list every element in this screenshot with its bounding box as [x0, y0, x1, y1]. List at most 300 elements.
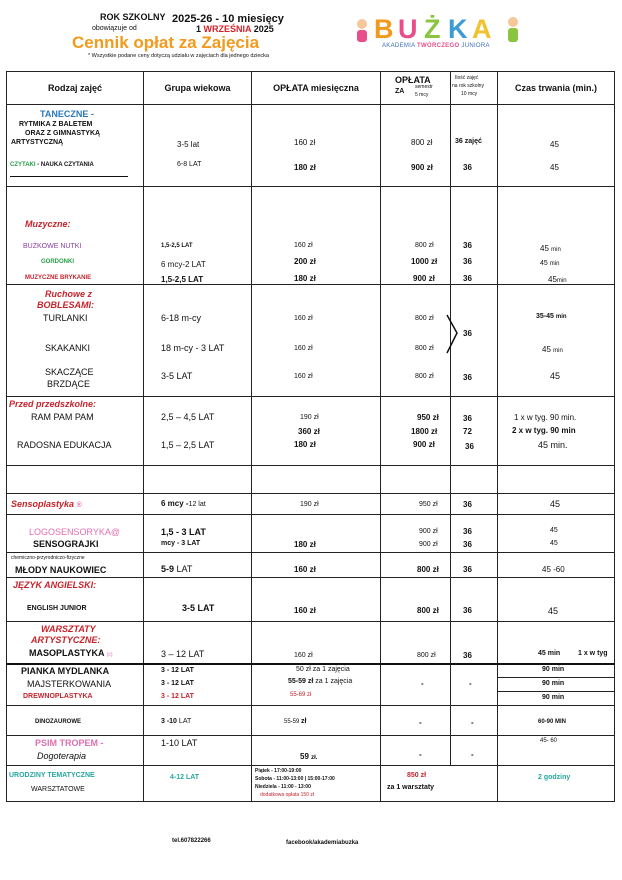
price-amount: 1000 [411, 257, 429, 266]
currency: zł [432, 413, 439, 422]
currency: zł [307, 315, 313, 322]
monthly-cell [252, 187, 381, 285]
child-figure-icon [352, 18, 372, 48]
opening-hours: Sobota - 11:00-13:00 | 15:00-17:00 [255, 776, 335, 782]
registered-mark: ® [76, 502, 82, 509]
empty-cell [252, 466, 381, 494]
activity-name [11, 499, 82, 509]
monthly-price [284, 718, 306, 725]
age-cell [144, 494, 252, 515]
currency: zł [432, 565, 439, 574]
valid-from-label: obowiązuje od [92, 25, 137, 32]
child-figure-icon [502, 16, 524, 50]
age-value: 3 - 12 LAT [161, 692, 194, 700]
duration-value [548, 275, 567, 284]
currency: zł [432, 528, 438, 535]
price-amount: 59 [300, 752, 309, 761]
currency: zł [431, 427, 438, 436]
category-reading [10, 162, 94, 168]
activity-name: TURLANKI [43, 313, 88, 323]
count-cell [451, 285, 498, 397]
duration-value [540, 244, 561, 253]
col-activity: Rodzaj zajęć [7, 72, 144, 105]
semester-cell [381, 515, 451, 553]
price-amount: 160 [294, 138, 308, 147]
activity-cell [7, 622, 144, 664]
currency: zł [309, 274, 316, 283]
count-value: 36 [463, 500, 472, 509]
price-amount: 900 [413, 440, 427, 449]
activity-cell [7, 578, 144, 622]
monthly-price [290, 692, 311, 698]
age-cell [144, 397, 252, 466]
price-note: za 1 zajęcia [312, 665, 350, 673]
activity-cell [7, 706, 144, 736]
table-row [7, 494, 615, 515]
table-row [7, 622, 615, 664]
currency: zł [428, 274, 435, 283]
col-count-a: Ilość zajęć [455, 75, 479, 81]
price-amount: 360 [298, 427, 312, 436]
col-count [451, 72, 498, 105]
age-value: 6-18 m-cy [161, 313, 202, 323]
count-cell [451, 187, 498, 285]
price-amount: 160 [294, 652, 306, 659]
logo-letter: A [472, 14, 492, 44]
currency: zł [307, 677, 314, 685]
semester-cell [381, 285, 451, 397]
count-value: 36 [463, 274, 472, 283]
col-monthly: OPŁATA miesięczna [252, 72, 381, 105]
empty-cell [498, 466, 615, 494]
activity-line: ORAZ Z GIMNASTYKĄ [25, 130, 101, 137]
age-value: 1,5-2,5 LAT [161, 275, 204, 284]
semester-price [415, 373, 434, 380]
duration-value: 45 [550, 540, 558, 547]
activity-cell [7, 285, 144, 397]
price-amount: 55-69 [290, 691, 306, 698]
category-preschool: Przed przedszkolne: [9, 399, 97, 409]
duration-value: 2 x w tyg. 90 min [512, 426, 576, 435]
age-value: 3 - 12 LAT [161, 666, 194, 674]
monthly-price [294, 606, 316, 615]
logo-letter: B [374, 14, 394, 44]
currency: zł [309, 540, 316, 549]
table-row [7, 515, 615, 553]
duration-cell [498, 664, 615, 706]
currency: zł [309, 138, 316, 147]
price-amount: 160 [294, 242, 306, 249]
age-cell [144, 766, 252, 802]
age-cell [144, 706, 252, 736]
price-note: * Wszystkie podane ceny dotyczą udziału w zajęciach dla jednego dziecka [88, 53, 269, 59]
table-row-empty [7, 466, 615, 494]
table-row [7, 285, 615, 397]
activity-cell [7, 664, 144, 706]
currency: zł [307, 652, 313, 659]
age-value: 6-8 LAT [177, 161, 202, 168]
age-value: 3-5 lat [177, 140, 200, 149]
semester-cell [381, 494, 451, 515]
age-value [161, 499, 206, 508]
activity-cell [7, 494, 144, 515]
monthly-price [294, 257, 316, 266]
monthly-price [294, 440, 316, 449]
currency: zł [428, 373, 434, 380]
price-amount: 200 [294, 257, 308, 266]
monthly-price [294, 345, 313, 352]
hours-cell [252, 766, 381, 802]
price-amount: 180 [294, 163, 308, 172]
logo-subtitle [382, 43, 490, 49]
copyright-mark: (c) [106, 652, 113, 658]
semester-price [417, 413, 439, 422]
semester-cell [381, 553, 451, 578]
currency: zł [309, 163, 316, 172]
currency: zł [428, 440, 435, 449]
duration-cell [498, 187, 615, 285]
currency: zł [426, 138, 433, 147]
table-row [7, 736, 615, 766]
age-value [161, 564, 192, 574]
table-row [7, 664, 615, 706]
semester-cell [381, 766, 498, 802]
age-value: 3 – 12 LAT [161, 649, 205, 659]
duration-frequency: 1 x w tyg [578, 650, 608, 657]
logo-subtitle-a: AKADEMIA [382, 43, 416, 49]
monthly-price [298, 427, 320, 436]
age-value [182, 603, 214, 613]
price-amount: 180 [294, 440, 308, 449]
semester-price [415, 242, 434, 249]
count-value: - [471, 718, 474, 727]
logo-letter: K [448, 14, 468, 44]
empty-cell [381, 466, 451, 494]
count-value: 36 [463, 257, 472, 266]
currency: zł [309, 257, 316, 266]
age-cell [144, 187, 252, 285]
activity-line: RYTMIKA Z BALETEM [19, 121, 93, 128]
col-age: Grupa wiekowa [144, 72, 252, 105]
duration-unit: min [555, 314, 567, 320]
age-value: 2,5 – 4,5 LAT [161, 412, 215, 422]
empty-cell [7, 466, 144, 494]
start-date-day: 1 [196, 24, 202, 34]
facebook-link[interactable]: facebook/akademiabuzka [286, 840, 359, 846]
count-cell [451, 664, 498, 706]
age-value [161, 527, 206, 537]
activity-cell [7, 736, 144, 766]
currency: zł [309, 606, 316, 615]
price-amount: 900 [411, 163, 425, 172]
currency: zł [426, 163, 433, 172]
col-semester-c: semestr [415, 84, 433, 90]
price-amount: 50 [296, 665, 304, 673]
semester-cell [381, 105, 451, 187]
age-cell [144, 553, 252, 578]
duration-value: 90 min [542, 693, 565, 701]
currency: zł [309, 440, 316, 449]
price-amount: 800 [415, 315, 427, 322]
activity-subtitle: chemiczno-przyrodniczo-fizyczne [11, 555, 85, 561]
semester-price [417, 565, 439, 574]
age-value-b: LAT [178, 718, 192, 725]
duration-value: 1 x w tyg. 90 min. [514, 413, 577, 422]
price-amount: 160 [294, 345, 306, 352]
activity-cell [7, 553, 144, 578]
price-amount: 800 [415, 345, 427, 352]
age-value [161, 718, 191, 725]
semester-cell [381, 706, 451, 736]
age-value-a: 5-9 [161, 564, 175, 574]
age-value: 1,5 – 2,5 LAT [161, 440, 215, 450]
duration-value: 45 [548, 606, 559, 616]
phone-number: tel.607822266 [172, 838, 211, 844]
age-value-a: mcy - 3 [161, 540, 186, 547]
age-value: 18 m-cy - 3 LAT [161, 343, 225, 353]
semester-cell [381, 397, 451, 466]
currency: zł [430, 652, 436, 659]
monthly-cell [252, 578, 381, 622]
monthly-cell [252, 285, 381, 397]
count-value: 72 [463, 427, 472, 436]
semester-price [413, 274, 435, 283]
age-cell [144, 736, 252, 766]
activity-cell [7, 397, 144, 466]
count-value: 36 [463, 606, 472, 615]
duration-value: 45 [550, 163, 559, 172]
semester-price [419, 501, 438, 508]
activity-name: MŁODY NAUKOWIEC [15, 565, 107, 575]
count-cell [451, 578, 498, 622]
activity-name: MUZYCZNE BRYKANIE [25, 275, 92, 281]
table-row [7, 397, 615, 466]
count-value: 36 [463, 651, 472, 660]
age-cell [144, 664, 252, 706]
currency: zł [431, 257, 438, 266]
duration-cell [498, 105, 615, 187]
category-dance: TANECZNE - [40, 109, 94, 119]
extra-fee-note: dodatkowa opłata 150 zł [260, 792, 314, 798]
age-value-b: LAT [197, 603, 215, 613]
price-amount: 55-59 [288, 677, 306, 685]
brace-icon [445, 313, 461, 357]
activity-name: LOGOSENSORYKA@ [29, 527, 120, 537]
duration-value: 45 min. [538, 440, 568, 450]
activity-name: RAM PAM PAM [31, 412, 94, 422]
count-cell [451, 397, 498, 466]
count-value: 36 [463, 163, 472, 172]
price-amount: 180 [294, 274, 308, 283]
activity-name: GORDONKI [41, 259, 74, 265]
category-art: WARSZTATY [41, 624, 96, 634]
monthly-price [300, 501, 319, 508]
opening-hours: Piątek - 17:00-19:00 [255, 768, 302, 774]
price-table [6, 71, 615, 802]
count-value: 36 [463, 540, 472, 549]
monthly-price [294, 565, 316, 574]
monthly-price [294, 373, 313, 380]
duration-value: 45 [550, 371, 561, 381]
price-amount: 800 [415, 242, 427, 249]
monthly-cell [252, 494, 381, 515]
divider [10, 176, 128, 177]
price-amount: 800 [417, 652, 429, 659]
monthly-cell [252, 397, 381, 466]
monthly-price [288, 678, 352, 685]
activity-name: DINOZAUROWE [35, 719, 81, 725]
activity-name: MAJSTERKOWANIA [27, 678, 112, 689]
col-count-c: 10 mcy [461, 91, 478, 97]
age-cell [144, 515, 252, 553]
activity-name: DREWNOPLASTYKA [23, 692, 93, 700]
price-amount: 55-59 [284, 719, 300, 725]
activity-name: PIANKA MYDLANKA [21, 665, 110, 676]
col-semester-b: ZA [395, 88, 405, 95]
currency: zł [307, 242, 313, 249]
duration-value: 60-90 MIN [538, 719, 567, 725]
table-row [7, 706, 615, 736]
age-cell [144, 105, 252, 187]
monthly-cell [252, 553, 381, 578]
semester-cell [381, 187, 451, 285]
price-amount: 160 [294, 315, 306, 322]
semester-price [415, 345, 434, 352]
activity-line: ARTYSTYCZNĄ [11, 139, 64, 146]
price-amount: 190 [300, 414, 312, 421]
duration-value [536, 313, 567, 320]
price-amount: 180 [294, 540, 308, 549]
col-semester [381, 72, 451, 105]
empty-cell [451, 466, 498, 494]
duration-amount: 45 [540, 260, 548, 267]
age-value-a: 6 mcy - [161, 499, 189, 508]
col-count-b: na rok szkolny [452, 83, 484, 89]
age-cell [144, 622, 252, 664]
buzka-logo [352, 14, 524, 54]
count-value: 36 [465, 442, 474, 451]
currency: zł [313, 501, 319, 508]
activity-name: BUŻKOWE NUTKI [23, 243, 82, 250]
age-value: 1,5-2,5 LAT [161, 243, 193, 249]
price-amount: 900 [419, 528, 431, 535]
semester-cell [381, 736, 451, 766]
count-cell [451, 706, 498, 736]
activity-name: SENSOGRAJKI [33, 539, 99, 549]
party-price [407, 772, 426, 779]
start-date-month: WRZEŚNIA [203, 24, 252, 34]
table-row [7, 553, 615, 578]
duration-amount: 35-45 [536, 313, 554, 320]
count-value: 36 [463, 527, 472, 536]
duration-amount: 45 [542, 345, 551, 354]
price-amount: 160 [294, 565, 308, 574]
duration-cell [498, 578, 615, 622]
duration-value: 45 min [538, 650, 561, 657]
semester-price [417, 652, 436, 659]
duration-value [542, 345, 563, 354]
duration-unit: min [556, 278, 567, 284]
activity-name-text: Sensoplastyka [11, 499, 75, 509]
duration-unit: min [549, 261, 560, 267]
activity-name [29, 648, 113, 658]
price-amount: 800 [411, 138, 425, 147]
activity-name: RADOSNA EDUKACJA [17, 440, 112, 450]
monthly-price [294, 242, 313, 249]
currency: zł [307, 691, 312, 698]
price-amount: 800 [415, 373, 427, 380]
duration-cell [498, 622, 615, 664]
age-value: 1-10 LAT [161, 738, 198, 748]
age-value: 3-5 LAT [161, 371, 193, 381]
currency: zł [432, 606, 439, 615]
duration-unit: min [551, 247, 561, 253]
duration-value: 45 [550, 499, 561, 509]
party-price-note: za 1 warsztaty [387, 784, 435, 791]
age-cell [144, 578, 252, 622]
currency: zł [432, 501, 438, 508]
logo-subtitle-b: TWÓRCZEGO [417, 43, 460, 49]
duration-value: 90 min [542, 665, 565, 673]
opening-hours: Niedziela - 11:00 - 13:00 [255, 784, 311, 790]
activity-name: URODZINY TEMATYCZNE [9, 772, 95, 779]
category-reading-desc: - NAUKA CZYTANIA [35, 162, 94, 168]
semester-price [411, 163, 433, 172]
page-title: Cennik opłat za Zajęcia [72, 33, 260, 52]
count-value: - [469, 678, 472, 688]
count-value: - [471, 750, 474, 759]
age-cell [144, 285, 252, 397]
count-cell [451, 105, 498, 187]
monthly-price [294, 274, 316, 283]
activity-cell [7, 105, 144, 187]
divider [498, 677, 614, 678]
currency: zł [428, 242, 434, 249]
activity-name: PSIM TROPEM - [35, 738, 104, 748]
table-row [7, 578, 615, 622]
activity-name: SKAKANKI [45, 343, 91, 353]
monthly-cell [252, 515, 381, 553]
count-cell [451, 736, 498, 766]
monthly-price [294, 315, 313, 322]
monthly-price [294, 163, 316, 172]
age-value-a: 1,5 - 3 [161, 527, 187, 537]
duration-value: 45 [550, 140, 559, 149]
logo-subtitle-c: JUNIORA [461, 43, 490, 49]
monthly-cell [252, 105, 381, 187]
count-value: 36 [463, 565, 472, 574]
age-value-b: LAT [176, 564, 193, 574]
duration-cell [498, 553, 615, 578]
duration-cell [498, 285, 615, 397]
semester-price: - [421, 678, 424, 688]
duration-amount: 45 [548, 275, 557, 284]
duration-unit: min [553, 348, 563, 354]
activity-name: SKACZĄCE [45, 367, 94, 377]
activity-cell [7, 515, 144, 553]
monthly-cell [252, 664, 381, 706]
empty-cell [144, 466, 252, 494]
table-row [7, 187, 615, 285]
category-reading-name: CZYTAKI [10, 162, 36, 168]
count-value: 36 [463, 241, 472, 250]
price-amount: 850 [407, 772, 419, 779]
count-value: 36 [463, 414, 472, 423]
price-amount: 160 [294, 606, 308, 615]
duration-cell [498, 766, 615, 802]
duration-cell [498, 706, 615, 736]
currency: zł [307, 373, 313, 380]
